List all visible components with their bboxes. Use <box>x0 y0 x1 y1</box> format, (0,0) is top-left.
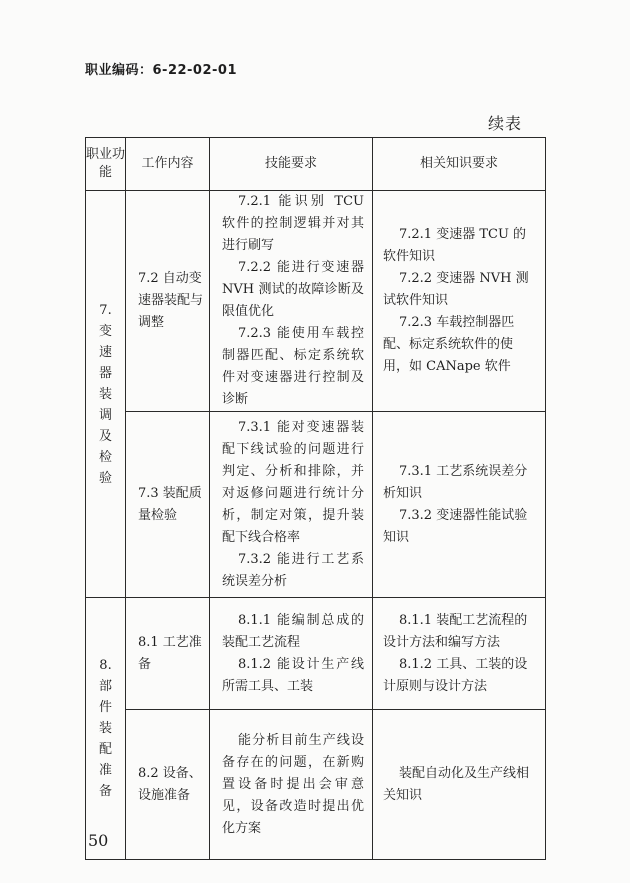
content-cell: 8.1 工艺准备 <box>126 598 210 710</box>
knowledge-cell: 7.2.1 变速器 TCU 的软件知识 7.2.2 变速器 NVH 测试软件知识 7.2.3 车载控制器匹配、标定系统软件的使用，如 CANape 软件 <box>373 191 546 412</box>
skill-cell: 7.2.1 能识别 TCU 软件的控制逻辑并对其进行刷写 7.2.2 能进行变速器 NVH 测试的故障诊断及限值优化 7.2.3 能使用车载控制器匹配、标定系统软件对变速器进行控制及诊断 <box>210 191 373 412</box>
header-skills: 技能要求 <box>210 138 373 191</box>
function-cell-7: 7. 变 速 器 装 调 及 检 验 <box>86 191 126 598</box>
table-row <box>86 191 546 412</box>
continued-label: 续表 <box>488 114 523 133</box>
skill-cell: 8.1.1 能编制总成的装配工艺流程 8.1.2 能设计生产线所需工具、工装 <box>210 598 373 710</box>
knowledge-cell: 8.1.1 装配工艺流程的设计方法和编写方法 8.1.2 工具、工装的设计原则与设计方法 <box>373 598 546 710</box>
content-cell: 7.3 装配质量检验 <box>126 412 210 598</box>
skill-cell: 能分析目前生产线设备存在的问题，在新购置设备时提出会审意见，设备改造时提出优化方案 <box>210 710 373 860</box>
knowledge-cell: 装配自动化及生产线相关知识 <box>373 710 546 860</box>
header-row <box>86 138 546 191</box>
skill-cell: 7.3.1 能对变速器装配下线试验的问题进行判定、分析和排除，并对返修问题进行统计分析，制定对策，提升装配下线合格率 7.3.2 能进行工艺系统误差分析 <box>210 412 373 598</box>
page-number: 50 <box>88 831 109 850</box>
header-function: 职业功能 <box>86 138 126 191</box>
header-knowledge: 相关知识要求 <box>373 138 546 191</box>
table-row <box>86 710 546 860</box>
content-cell: 7.2 自动变速器装配与调整 <box>126 191 210 412</box>
skills-table <box>85 137 546 860</box>
content-cell: 8.2 设备、设施准备 <box>126 710 210 860</box>
table-row <box>86 598 546 710</box>
table-row <box>86 412 546 598</box>
occupation-code: 职业编码：6-22-02-01 <box>85 63 238 78</box>
function-cell-8: 8. 部 件 装 配 准 备 <box>86 598 126 860</box>
header-content: 工作内容 <box>126 138 210 191</box>
knowledge-cell: 7.3.1 工艺系统误差分析知识 7.3.2 变速器性能试验知识 <box>373 412 546 598</box>
